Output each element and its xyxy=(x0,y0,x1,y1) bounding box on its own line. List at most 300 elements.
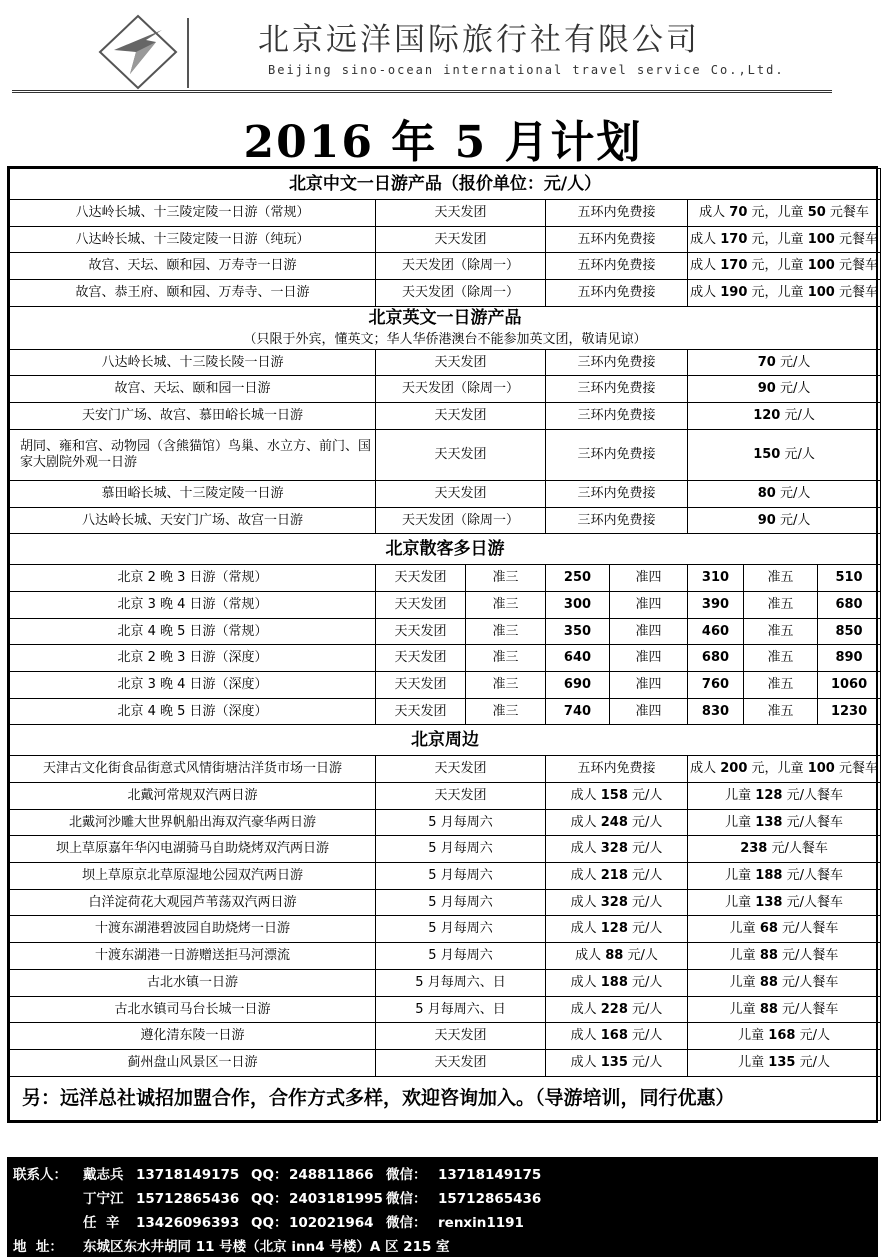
grade-label: 准三 xyxy=(466,645,546,672)
price-unit: 元/人餐车 xyxy=(782,1001,839,1017)
section-title-cn-day-tours: 北京中文一日游产品（报价单位：元/人） xyxy=(10,169,881,200)
departure: 天天发团（除周一） xyxy=(376,253,546,280)
contact-phone: 13426096393 xyxy=(136,1215,240,1231)
price-cell xyxy=(688,226,881,253)
contact-name: 任 辛 xyxy=(83,1215,120,1231)
price-text: 儿童 xyxy=(725,814,752,830)
child-price: 50 xyxy=(807,205,826,221)
departure: 5 月每周六 xyxy=(376,863,546,890)
route-name: 北京 2 晚 3 日游（常规） xyxy=(10,565,376,592)
price-unit: 元/人 xyxy=(784,408,815,424)
adult-price-cell xyxy=(546,809,688,836)
price-text: 元，儿童 xyxy=(751,285,804,301)
child-price-cell xyxy=(688,916,881,943)
table-row xyxy=(10,756,881,783)
adult-price-cell xyxy=(546,1023,688,1050)
grade-label: 准四 xyxy=(610,698,688,725)
price-cell xyxy=(688,280,881,307)
table-row xyxy=(10,349,881,376)
footer-row xyxy=(10,1076,881,1120)
adult-price: 158 xyxy=(600,788,628,804)
table-row xyxy=(10,996,881,1023)
route-name: 胡同、雍和宫、动物园（含熊猫馆）鸟巢、水立方、前门、国家大剧院外观一日游 xyxy=(10,429,376,480)
child-price: 100 xyxy=(807,761,835,777)
child-price: 100 xyxy=(807,258,835,274)
pickup: 三环内免费接 xyxy=(546,429,688,480)
child-price: 68 xyxy=(759,921,778,937)
franchise-note: 另：远洋总社诚招加盟合作，合作方式多样，欢迎咨询加入。（导游培训，同行优惠） xyxy=(10,1076,881,1120)
grade-label: 准三 xyxy=(466,698,546,725)
pickup: 三环内免费接 xyxy=(546,507,688,534)
departure: 天天发团 xyxy=(376,783,546,810)
departure: 天天发团（除周一） xyxy=(376,507,546,534)
price-text: 成人 xyxy=(690,761,717,777)
table-row xyxy=(10,565,881,592)
table-row xyxy=(10,698,881,725)
price-cell xyxy=(688,756,881,783)
route-name: 八达岭长城、十三陵长陵一日游 xyxy=(10,349,376,376)
child-price: 168 xyxy=(768,1028,796,1044)
grade-label: 准四 xyxy=(610,618,688,645)
pickup: 三环内免费接 xyxy=(546,376,688,403)
grade-price: 1230 xyxy=(818,698,881,725)
table-row xyxy=(10,253,881,280)
price-table xyxy=(7,166,878,1123)
grade-price: 830 xyxy=(688,698,744,725)
price-text: 元，儿童 xyxy=(751,761,804,777)
price-text: 元，儿童 xyxy=(751,258,804,274)
adult-price: 218 xyxy=(600,868,628,884)
price-unit: 元/人餐车 xyxy=(786,868,843,884)
grade-price: 640 xyxy=(546,645,610,672)
price-text: 成人 xyxy=(690,285,717,301)
price-text: 儿童 xyxy=(738,1054,765,1070)
contact-phone: 15712865436 xyxy=(136,1191,240,1207)
child-price: 88 xyxy=(759,948,778,964)
route-name: 故宫、天坛、颐和园、万寿寺一日游 xyxy=(10,253,376,280)
table-row xyxy=(10,645,881,672)
grade-label: 准三 xyxy=(466,565,546,592)
address-row xyxy=(13,1235,450,1255)
departure: 5 月每周六、日 xyxy=(376,996,546,1023)
grade-label: 准五 xyxy=(744,591,818,618)
price-unit: 元/人餐车 xyxy=(782,974,839,990)
grade-price: 760 xyxy=(688,671,744,698)
route-name: 北京 3 晚 4 日游（常规） xyxy=(10,591,376,618)
adult-price: 168 xyxy=(600,1028,628,1044)
adult-price: 188 xyxy=(600,974,628,990)
contact-phone: 13718149175 xyxy=(136,1167,240,1183)
child-price-cell xyxy=(688,943,881,970)
departure: 天天发团 xyxy=(376,1049,546,1076)
pickup: 五环内免费接 xyxy=(546,280,688,307)
contact-name: 戴志兵 xyxy=(83,1167,124,1183)
contact-qq: 248811866 xyxy=(289,1167,374,1183)
adult-price: 200 xyxy=(720,761,748,777)
route-name: 八达岭长城、十三陵定陵一日游（纯玩） xyxy=(10,226,376,253)
grade-label: 准四 xyxy=(610,591,688,618)
table-row xyxy=(10,226,881,253)
departure: 5 月每周六 xyxy=(376,889,546,916)
price-unit: 元/人 xyxy=(632,841,663,857)
contact-label: 联系人： xyxy=(13,1167,67,1183)
price-cell xyxy=(688,349,881,376)
address-label: 地 址： xyxy=(13,1239,63,1255)
route-name: 北京 3 晚 4 日游（深度） xyxy=(10,671,376,698)
departure: 天天发团（除周一） xyxy=(376,376,546,403)
grade-label: 准五 xyxy=(744,698,818,725)
price-text: 元餐车 xyxy=(838,231,878,247)
price-unit: 元/人 xyxy=(632,894,663,910)
child-price-cell xyxy=(688,809,881,836)
header-divider xyxy=(12,90,832,93)
price-unit: 元/人 xyxy=(779,381,811,397)
price-unit: 元/人餐车 xyxy=(771,841,828,857)
pickup: 三环内免费接 xyxy=(546,480,688,507)
route-name: 八达岭长城、天安门广场、故宫一日游 xyxy=(10,507,376,534)
price-text: 成人 xyxy=(575,948,602,964)
page-title: 2016 年 5 月计划 xyxy=(243,117,643,168)
child-price-cell xyxy=(688,783,881,810)
grade-price: 250 xyxy=(546,565,610,592)
table-row xyxy=(10,480,881,507)
adult-price: 135 xyxy=(600,1054,628,1070)
departure: 5 月每周六 xyxy=(376,916,546,943)
adult-price-cell xyxy=(546,863,688,890)
route-name: 天安门广场、故宫、慕田峪长城一日游 xyxy=(10,403,376,430)
table-row xyxy=(10,969,881,996)
child-price-cell xyxy=(688,1049,881,1076)
adult-price-cell xyxy=(546,1049,688,1076)
child-price-cell xyxy=(688,996,881,1023)
departure: 5 月每周六 xyxy=(376,836,546,863)
contact-row-3 xyxy=(13,1211,524,1231)
price-text: 成人 xyxy=(699,205,726,221)
contact-name: 丁宁江 xyxy=(83,1191,124,1207)
section-note-row xyxy=(10,330,881,349)
adult-price: 328 xyxy=(600,894,628,910)
table-row xyxy=(10,507,881,534)
departure: 5 月每周六 xyxy=(376,809,546,836)
section-title-multi-day: 北京散客多日游 xyxy=(10,534,881,565)
adult-price: 248 xyxy=(600,814,628,830)
contact-row-2 xyxy=(13,1187,541,1207)
table-row xyxy=(10,836,881,863)
grade-price: 350 xyxy=(546,618,610,645)
departure: 天天发团 xyxy=(376,403,546,430)
child-price-cell xyxy=(688,1023,881,1050)
departure: 天天发团 xyxy=(376,756,546,783)
price-text: 成人 xyxy=(570,868,597,884)
price: 120 xyxy=(753,408,781,424)
section-row xyxy=(10,306,881,330)
price-text: 成人 xyxy=(570,894,597,910)
table-row xyxy=(10,809,881,836)
qq-label: QQ： xyxy=(251,1215,288,1231)
price-cell xyxy=(688,253,881,280)
departure: 5 月每周六、日 xyxy=(376,969,546,996)
table-row xyxy=(10,1049,881,1076)
table-row xyxy=(10,863,881,890)
price-text: 成人 xyxy=(570,1001,597,1017)
table-row xyxy=(10,618,881,645)
contact-qq: 2403181995 xyxy=(289,1191,383,1207)
grade-label: 准三 xyxy=(466,671,546,698)
adult-price: 128 xyxy=(600,921,628,937)
pickup: 三环内免费接 xyxy=(546,349,688,376)
contact-wechat: 13718149175 xyxy=(438,1167,542,1183)
section-row xyxy=(10,725,881,756)
price-unit: 元/人餐车 xyxy=(782,921,839,937)
departure: 5 月每周六 xyxy=(376,943,546,970)
price-cell xyxy=(688,507,881,534)
adult-price-cell xyxy=(546,943,688,970)
price-text: 元餐车 xyxy=(838,761,878,777)
departure: 天天发团 xyxy=(376,429,546,480)
grade-price: 680 xyxy=(818,591,881,618)
price-cell xyxy=(688,403,881,430)
price-text: 儿童 xyxy=(729,921,756,937)
price-unit: 元/人 xyxy=(632,1001,663,1017)
grade-price: 300 xyxy=(546,591,610,618)
adult-price: 328 xyxy=(600,841,628,857)
section-title-surroundings: 北京周边 xyxy=(10,725,881,756)
company-name-en: Beijing sino-ocean international travel service Co.,Ltd. xyxy=(268,63,785,77)
price-text: 儿童 xyxy=(725,894,752,910)
route-name: 天津古文化街食品街意式风情街塘沽洋货市场一日游 xyxy=(10,756,376,783)
grade-label: 准三 xyxy=(466,618,546,645)
price-unit: 元/人 xyxy=(632,868,663,884)
qq-label: QQ： xyxy=(251,1167,288,1183)
adult-price: 190 xyxy=(720,285,748,301)
adult-price: 88 xyxy=(605,948,624,964)
route-name: 北京 2 晚 3 日游（深度） xyxy=(10,645,376,672)
table-row xyxy=(10,783,881,810)
route-name: 蓟州盘山风景区一日游 xyxy=(10,1049,376,1076)
route-name: 遵化清东陵一日游 xyxy=(10,1023,376,1050)
departure: 天天发团 xyxy=(376,591,466,618)
child-price: 100 xyxy=(807,231,835,247)
address-text: 东城区东水井胡同 11 号楼（北京 inn4 号楼）A 区 215 室 xyxy=(83,1239,450,1255)
child-price: 188 xyxy=(755,868,783,884)
departure: 天天发团 xyxy=(376,200,546,227)
route-name: 故宫、恭王府、颐和园、万寿寺、一日游 xyxy=(10,280,376,307)
price-unit: 元/人 xyxy=(632,814,663,830)
price-unit: 元/人 xyxy=(632,921,663,937)
route-name: 北京 4 晚 5 日游（常规） xyxy=(10,618,376,645)
grade-price: 510 xyxy=(818,565,881,592)
price-text: 成人 xyxy=(690,258,717,274)
route-name: 十渡东湖港一日游赠送拒马河漂流 xyxy=(10,943,376,970)
price-text: 成人 xyxy=(570,1054,597,1070)
grade-price: 460 xyxy=(688,618,744,645)
grade-price: 690 xyxy=(546,671,610,698)
price-text: 儿童 xyxy=(738,1028,765,1044)
grade-label: 准三 xyxy=(466,591,546,618)
qq-label: QQ： xyxy=(251,1191,288,1207)
price-cell xyxy=(688,200,881,227)
price: 150 xyxy=(753,447,781,463)
price-unit: 元/人餐车 xyxy=(786,814,843,830)
price-text: 元，儿童 xyxy=(751,231,804,247)
departure: 天天发团 xyxy=(376,671,466,698)
table-row xyxy=(10,200,881,227)
child-price-cell xyxy=(688,969,881,996)
price-text: 儿童 xyxy=(725,788,752,804)
route-name: 十渡东湖港碧波园自助烧烤一日游 xyxy=(10,916,376,943)
price-text: 儿童 xyxy=(725,868,752,884)
contact-qq: 102021964 xyxy=(289,1215,374,1231)
price-text: 成人 xyxy=(570,814,597,830)
price: 90 xyxy=(757,512,776,528)
adult-price-cell xyxy=(546,889,688,916)
table-row xyxy=(10,429,881,480)
pickup: 五环内免费接 xyxy=(546,253,688,280)
price-unit: 元/人餐车 xyxy=(786,894,843,910)
price-text: 成人 xyxy=(570,921,597,937)
grade-label: 准四 xyxy=(610,645,688,672)
grade-price: 390 xyxy=(688,591,744,618)
section-row xyxy=(10,534,881,565)
table-row xyxy=(10,943,881,970)
departure: 天天发团（除周一） xyxy=(376,280,546,307)
price-unit: 元/人 xyxy=(784,447,815,463)
departure: 天天发团 xyxy=(376,226,546,253)
grade-price: 1060 xyxy=(818,671,881,698)
route-name: 古北水镇一日游 xyxy=(10,969,376,996)
route-name: 坝上草原京北草原湿地公园双汽两日游 xyxy=(10,863,376,890)
price-text: 成人 xyxy=(570,841,597,857)
price: 80 xyxy=(757,485,776,501)
table-row xyxy=(10,889,881,916)
price-unit: 元/人 xyxy=(799,1028,830,1044)
adult-price-cell xyxy=(546,916,688,943)
price-unit: 元/人 xyxy=(632,974,663,990)
price: 70 xyxy=(757,354,776,370)
route-name: 坝上草原嘉年华闪电湖骑马自助烧烤双汽两日游 xyxy=(10,836,376,863)
route-name: 八达岭长城、十三陵定陵一日游（常规） xyxy=(10,200,376,227)
price-text: 成人 xyxy=(690,231,717,247)
price-text: 元餐车 xyxy=(838,258,878,274)
adult-price: 228 xyxy=(600,1001,628,1017)
contact-wechat: 15712865436 xyxy=(438,1191,542,1207)
price-text: 儿童 xyxy=(729,974,756,990)
contact-row-1 xyxy=(13,1163,541,1183)
pickup: 五环内免费接 xyxy=(546,226,688,253)
adult-price: 70 xyxy=(729,205,748,221)
price-unit: 元/人餐车 xyxy=(782,948,839,964)
adult-price: 170 xyxy=(720,258,748,274)
departure: 天天发团 xyxy=(376,698,466,725)
adult-price-cell xyxy=(546,996,688,1023)
grade-label: 准四 xyxy=(610,671,688,698)
price-cell xyxy=(688,480,881,507)
wechat-label: 微信： xyxy=(386,1167,427,1183)
price-text: 元餐车 xyxy=(838,285,878,301)
price-unit: 元/人 xyxy=(799,1054,830,1070)
grade-price: 740 xyxy=(546,698,610,725)
contact-wechat: renxin1191 xyxy=(438,1215,524,1231)
route-name: 慕田峪长城、十三陵定陵一日游 xyxy=(10,480,376,507)
price-text: 成人 xyxy=(570,1028,597,1044)
price-unit: 元/人 xyxy=(632,1054,663,1070)
adult-price-cell xyxy=(546,783,688,810)
adult-price: 170 xyxy=(720,231,748,247)
table-row xyxy=(10,403,881,430)
header xyxy=(0,0,886,96)
price-unit: 元/人 xyxy=(632,788,663,804)
route-name: 北戴河沙雕大世界帆船出海双汽豪华两日游 xyxy=(10,809,376,836)
child-price-cell xyxy=(688,863,881,890)
child-price: 135 xyxy=(768,1054,796,1070)
child-price-cell xyxy=(688,836,881,863)
departure: 天天发团 xyxy=(376,349,546,376)
price: 90 xyxy=(757,381,776,397)
pickup: 五环内免费接 xyxy=(546,756,688,783)
grade-price: 680 xyxy=(688,645,744,672)
contact-panel xyxy=(7,1157,878,1257)
wechat-label: 微信： xyxy=(386,1191,427,1207)
diamond-arrow-logo-icon xyxy=(96,12,196,92)
child-price: 100 xyxy=(807,285,835,301)
route-name: 白洋淀荷花大观园芦苇荡双汽两日游 xyxy=(10,889,376,916)
price-unit: 元/人餐车 xyxy=(786,788,843,804)
price-unit: 元/人 xyxy=(627,948,658,964)
child-price: 88 xyxy=(759,1001,778,1017)
table-row xyxy=(10,1023,881,1050)
price-unit: 元/人 xyxy=(779,512,811,528)
table-row xyxy=(10,280,881,307)
route-name: 古北水镇司马台长城一日游 xyxy=(10,996,376,1023)
pickup: 三环内免费接 xyxy=(546,403,688,430)
route-name: 北戴河常规双汽两日游 xyxy=(10,783,376,810)
pickup: 五环内免费接 xyxy=(546,200,688,227)
child-price-cell xyxy=(688,889,881,916)
price-unit: 元/人 xyxy=(632,1028,663,1044)
grade-label: 准五 xyxy=(744,618,818,645)
price-text: 成人 xyxy=(570,788,597,804)
grade-label: 准五 xyxy=(744,671,818,698)
grade-price: 890 xyxy=(818,645,881,672)
wechat-label: 微信： xyxy=(386,1215,427,1231)
price-text: 元，儿童 xyxy=(751,205,804,221)
departure: 天天发团 xyxy=(376,480,546,507)
grade-label: 准四 xyxy=(610,565,688,592)
route-name: 故宫、天坛、颐和园一日游 xyxy=(10,376,376,403)
price-unit: 元/人 xyxy=(779,354,811,370)
price-cell xyxy=(688,429,881,480)
grade-label: 准五 xyxy=(744,565,818,592)
adult-price-cell xyxy=(546,969,688,996)
departure: 天天发团 xyxy=(376,1023,546,1050)
child-price: 88 xyxy=(759,974,778,990)
departure: 天天发团 xyxy=(376,645,466,672)
table-row xyxy=(10,916,881,943)
price-text: 成人 xyxy=(570,974,597,990)
price-cell xyxy=(688,376,881,403)
price-text: 儿童 xyxy=(729,948,756,964)
child-price: 128 xyxy=(755,788,783,804)
table-row xyxy=(10,376,881,403)
company-name-cn: 北京远洋国际旅行社有限公司 xyxy=(258,22,700,58)
grade-price: 850 xyxy=(818,618,881,645)
route-name: 北京 4 晚 5 日游（深度） xyxy=(10,698,376,725)
table-row xyxy=(10,591,881,618)
child-price: 238 xyxy=(740,841,768,857)
price-unit: 元/人 xyxy=(779,485,811,501)
grade-price: 310 xyxy=(688,565,744,592)
adult-price-cell xyxy=(546,836,688,863)
